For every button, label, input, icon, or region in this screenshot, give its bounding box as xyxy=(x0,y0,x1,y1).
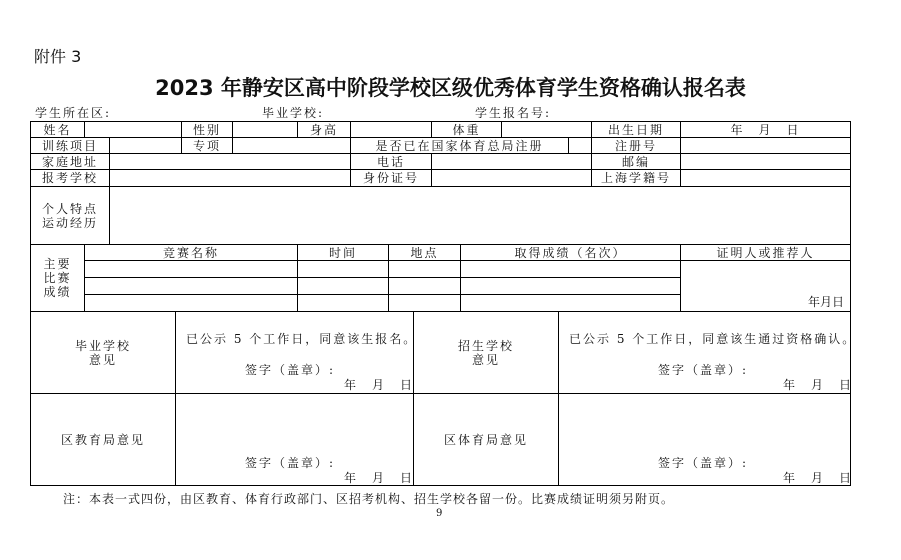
time-cell[interactable] xyxy=(297,277,389,295)
page-number: 9 xyxy=(436,508,443,519)
specialty-field[interactable] xyxy=(232,137,351,154)
training-label: 训练项目 xyxy=(30,137,110,154)
birth-label: 出生日期 xyxy=(591,121,681,138)
id-no-field[interactable] xyxy=(431,169,592,187)
registered-label: 是否已在国家体育总局注册 xyxy=(350,137,569,154)
weight-label: 体重 xyxy=(431,121,502,138)
name-label: 姓名 xyxy=(30,121,85,138)
col-result: 取得成绩（名次） xyxy=(460,244,681,261)
grad-school-label: 毕业学校: xyxy=(262,106,325,120)
competition-label xyxy=(30,244,85,312)
grad-school-opinion-line2: 意见 xyxy=(88,352,117,367)
attachment-label: 附件 3 xyxy=(34,47,82,66)
admit-school-opinion-line1: 招生学校 xyxy=(457,338,514,353)
weight-field[interactable] xyxy=(501,121,592,138)
apply-school-field[interactable] xyxy=(109,169,351,187)
competition-name-cell[interactable] xyxy=(84,260,298,278)
reg-number-label: 注册号 xyxy=(591,137,681,154)
competition-label-1: 主要 xyxy=(43,257,72,271)
witness-date: 年月日 xyxy=(807,295,844,309)
col-witness: 证明人或推荐人 xyxy=(680,244,851,261)
sport-sign-label: 签字（盖章）: xyxy=(658,456,749,470)
result-cell[interactable] xyxy=(460,294,681,312)
sh-student-no-label: 上海学籍号 xyxy=(591,169,681,187)
name-field[interactable] xyxy=(84,121,182,138)
grad-school-opinion-line1: 毕业学校 xyxy=(74,338,131,353)
sh-student-no-field[interactable] xyxy=(680,169,851,187)
reg-number-field[interactable] xyxy=(680,137,851,154)
admit-school-opinion-line2: 意见 xyxy=(471,352,500,367)
height-field[interactable] xyxy=(350,121,432,138)
edu-date: 年 月 日 xyxy=(344,471,415,485)
registered-field[interactable] xyxy=(568,137,592,154)
admit-sign-label: 签字（盖章）: xyxy=(658,363,749,377)
col-time: 时间 xyxy=(297,244,389,261)
footnote: 注：本表一式四份，由区教育、体育行政部门、区招考机构、招生学校各留一份。比赛成绩证明须另附页。 xyxy=(63,492,675,506)
time-cell[interactable] xyxy=(297,260,389,278)
col-competition-name: 竞赛名称 xyxy=(84,244,298,261)
competition-label-3: 成绩 xyxy=(43,285,72,299)
admit-school-opinion-label xyxy=(413,311,559,394)
height-label: 身高 xyxy=(297,121,351,138)
competition-name-cell[interactable] xyxy=(84,277,298,295)
result-cell[interactable] xyxy=(460,277,681,295)
district-label: 学生所在区: xyxy=(35,106,112,120)
competition-label-2: 比赛 xyxy=(43,271,72,285)
personal-label-line2: 运动经历 xyxy=(41,215,98,230)
gender-label: 性别 xyxy=(181,121,233,138)
edu-sign-label: 签字（盖章）: xyxy=(245,456,336,470)
personal-label xyxy=(30,186,110,245)
competition-name-cell[interactable] xyxy=(84,294,298,312)
grad-school-opinion-label xyxy=(30,311,176,394)
sport-date: 年 月 日 xyxy=(783,471,854,485)
grad-opinion-text: 已公示 5 个工作日，同意该生报名。 xyxy=(186,332,418,346)
apply-school-label: 报考学校 xyxy=(30,169,110,187)
grad-date: 年 月 日 xyxy=(344,378,415,392)
place-cell[interactable] xyxy=(388,277,461,295)
specialty-label: 专项 xyxy=(181,137,233,154)
time-cell[interactable] xyxy=(297,294,389,312)
result-cell[interactable] xyxy=(460,260,681,278)
place-cell[interactable] xyxy=(388,294,461,312)
birth-field[interactable]: 年 月 日 xyxy=(680,121,851,138)
page-title: 2023 年静安区高中阶段学校区级优秀体育学生资格确认报名表 xyxy=(155,76,746,100)
gender-field[interactable] xyxy=(232,121,298,138)
witness-cell[interactable] xyxy=(680,260,851,312)
postcode-label: 邮编 xyxy=(591,153,681,170)
personal-label-line1: 个人特点 xyxy=(41,201,98,216)
id-no-label: 身份证号 xyxy=(350,169,432,187)
edu-bureau-opinion-label: 区教育局意见 xyxy=(30,393,176,486)
address-label: 家庭地址 xyxy=(30,153,110,170)
personal-field[interactable] xyxy=(109,186,851,245)
admit-date: 年 月 日 xyxy=(783,378,854,392)
training-field[interactable] xyxy=(109,137,182,154)
grad-sign-label: 签字（盖章）: xyxy=(245,363,336,377)
sport-bureau-opinion-label: 区体育局意见 xyxy=(413,393,559,486)
place-cell[interactable] xyxy=(388,260,461,278)
address-field[interactable] xyxy=(109,153,351,170)
postcode-field[interactable] xyxy=(680,153,851,170)
admit-opinion-text: 已公示 5 个工作日，同意该生通过资格确认。 xyxy=(569,332,857,346)
phone-label: 电话 xyxy=(350,153,432,170)
col-place: 地点 xyxy=(388,244,461,261)
reg-no-label: 学生报名号: xyxy=(475,106,552,120)
phone-field[interactable] xyxy=(431,153,592,170)
